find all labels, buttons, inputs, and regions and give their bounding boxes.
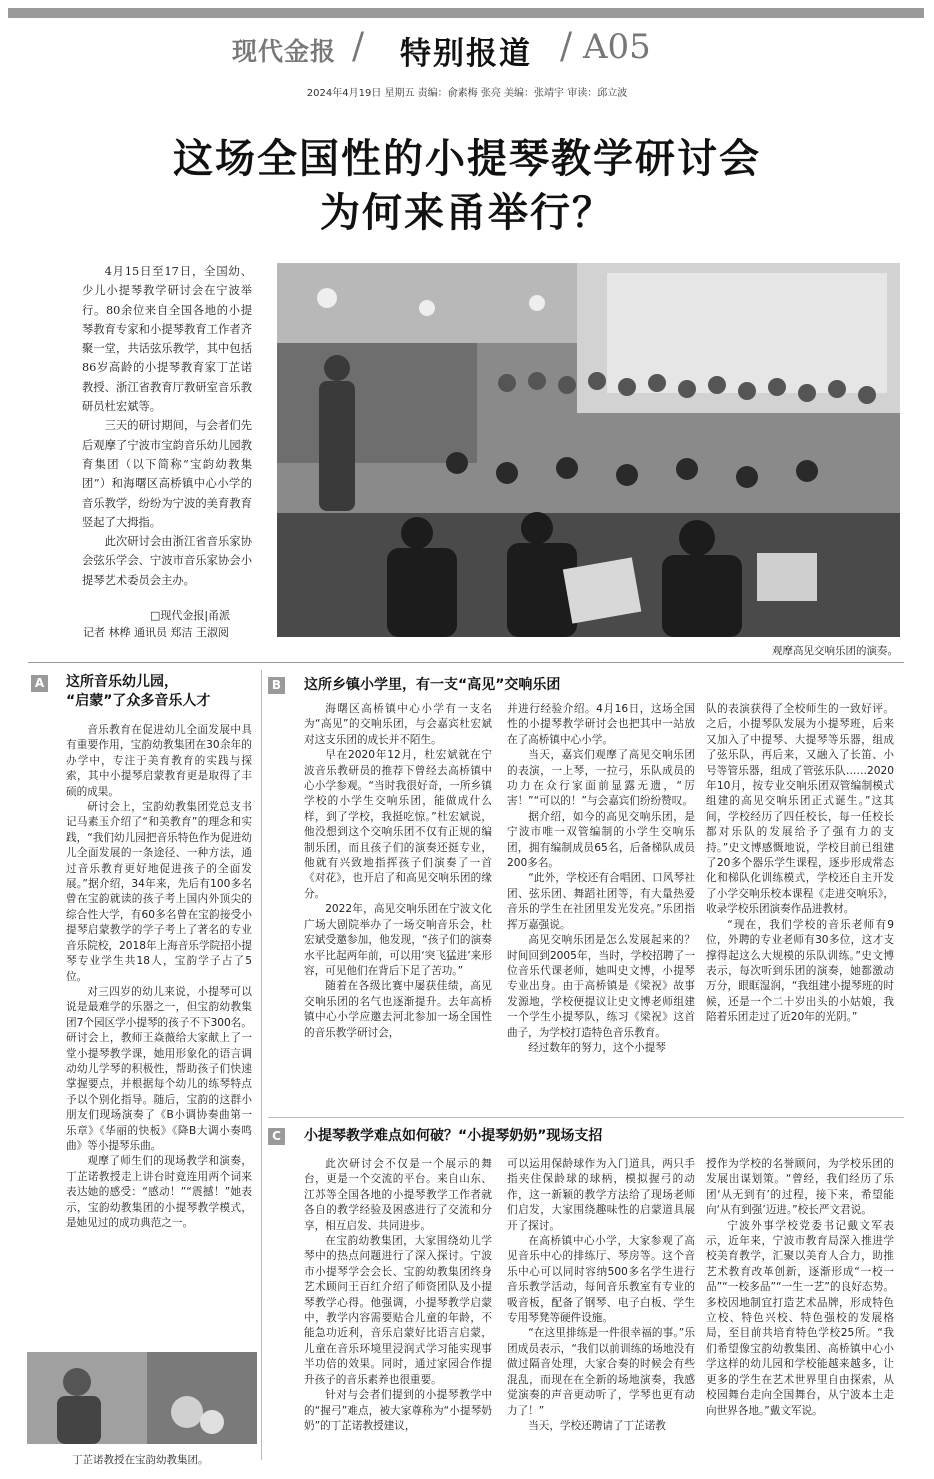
section-b-paragraph: “现在，我们学校的音乐老师有9位，外聘的专业老师有30多位，这才支撑得起这么大规模的乐队训练。”史文博表示，每次听到乐团的演奏，她都激动万分，眼眶湿润，“我组建小提琴班的时候，还是一个二十岁出头的小姑娘，我陪着乐团走过了近20年的光阴。” <box>706 918 894 1024</box>
section-a-paragraph: 观摩了师生们的现场教学和演奏，丁芷诺教授走上讲台时竟连用两个词来表达她的感受：“感动！”“震撼！”她表示，宝韵幼教集团的小提琴教学模式，是她见过的成功典范之一。 <box>66 1155 252 1229</box>
intro-column <box>82 262 252 590</box>
section-c-column-1 <box>304 1157 492 1434</box>
section-a-title-line-1: 这所音乐幼儿园， <box>66 674 178 690</box>
column-divider <box>261 670 262 1460</box>
section-b-paragraph: 2022年，高见交响乐团在宁波文化广场大剧院举办了一场交响音乐会，杜宏斌受邀参加，他发现，“孩子们的演奏水平比起两年前，可以用‘突飞猛进’来形容，可见他们在背后下足了苦功。” <box>304 903 492 977</box>
section-c-paragraph: 宁波外事学校党委书记戴文军表示，近年来，宁波市教育局深入推进学校美育教学，汇聚以美育人合力，助推艺术教育改革创新，逐渐形成“一校一品”“一校多品”“一生一艺”的良好态势。多校因地制宜打造艺术品牌，形成特色立校、特色兴校、特色强校的发展格局，至目前共培育特色学校25所。“我们希望像宝韵幼教集团、高桥镇中心小学这样的幼儿园和学校能越来越多，让更多的学生在艺术世界里自由探索，从校园舞台走向全国舞台，从宁波本土走向世界各地。”戴文军说。 <box>706 1219 894 1417</box>
section-c-paragraph: 授作为学校的名誉顾问，为学校乐团的发展出谋划策。“曾经，我们经历了乐团‘从无到有’的过程，接下来，希望能向‘从有到强’迈进。”校长严文君说。 <box>706 1158 894 1217</box>
section-c-paragraph: 可以运用保龄球作为入门道具，两只手指夹住保龄球的球柄，模拟握弓的动作，这一新颖的教学方法给了现场老师们启发，大家围绕趣味性的启蒙道具展开了探讨。 <box>507 1158 695 1232</box>
masthead <box>0 22 934 78</box>
section-b-paragraph: 海曙区高桥镇中心小学有一支名为“高见”的交响乐团，与会嘉宾杜宏斌对这支乐团的成长并不陌生。 <box>304 703 492 746</box>
section-b-paragraph: 并进行经验介绍。4月16日，这场全国性的小提琴教学研讨会也把其中一站放在了高桥镇中心小学。 <box>507 703 695 746</box>
inset-caption: 丁芷诺教授在宝韵幼教集团。 <box>72 1454 209 1466</box>
section-c-paragraph: 在宝韵幼教集团，大家围绕幼儿学琴中的热点问题进行了深入探讨。宁波市小提琴学会会长、宝韵幼教集团终身艺术顾问王百红介绍了师资团队及小提琴教学心得。他强调，小提琴教学启蒙中，教学内容需要贴合儿童的年龄，不能急功近利，音乐启蒙好比语言启蒙，儿童在音乐环境里浸润式学习能实现事半功倍的效果。同时，通过家园合作提升孩子的音乐素养也很重要。 <box>304 1235 492 1386</box>
headline <box>0 132 934 240</box>
section-b-paragraph: 高见交响乐团是怎么发展起来的？时间回到2005年，当时，学校招聘了一位音乐代课老师，她叫史文博，小提琴专业出身。由于高桥镇是《梁祝》故事发源地，学校便提议让史文博老师组建一个学生小提琴队，练习《梁祝》这首曲子，为学校打造特色音乐教育。 <box>507 934 695 1039</box>
section-title: 特别报道 <box>400 36 532 72</box>
section-a-paragraph: 研讨会上，宝韵幼教集团党总支书记马素玉介绍了“和美教育”的理念和实践，“我们幼儿园把音乐特色作为促进幼儿全面发展的一条途径、一种方法，通过音乐教育更好地促进孩子的全面发展。”据介绍，34年来，先后有100多名曾在宝韵就读的孩子考上国内外顶尖的综合性大学，有60多名曾在宝韵接受小提琴启蒙教学的学子考上了著名的专业音乐院校，2018年上海音乐学院招小提琴专业学生共18人，宝韵学子占了5位。 <box>66 801 252 983</box>
section-c-title: 小提琴教学难点如何破？“小提琴奶奶”现场支招 <box>304 1128 603 1144</box>
orchestra-photo <box>277 263 900 637</box>
intro-paragraph: 4月15日至17日，全国幼、少儿小提琴教学研讨会在宁波举行。80余位来自全国各地的小提琴教育专家和小提琴教育工作者齐聚一堂，共话弦乐教学，其中包括86岁高龄的小提琴教育家丁芷诺教授、浙江省教育厅教研室音乐教研员杜宏斌等。 <box>82 265 252 414</box>
section-b-column-1 <box>304 702 492 1041</box>
section-c-paragraph: 此次研讨会不仅是一个展示的舞台，更是一个交流的平台。来自山东、江苏等全国各地的小提琴教学工作者就各自的教学经验及困惑进行了交流和分享，相互启发、共同进步。 <box>304 1158 492 1232</box>
section-divider <box>28 662 904 663</box>
headline-line-2: 为何来甬举行？ <box>320 190 614 236</box>
masthead-divider: / <box>352 26 365 67</box>
section-b-column-3 <box>706 702 894 1026</box>
section-c-paragraph: 在高桥镇中心小学，大家参观了高见音乐中心的排练厅、琴房等。这个音乐中心可以同时容纳500多名学生进行音乐教学活动，每间音乐教室有专业的吸音板，配备了钢琴、电子白板、学生专用琴凳等硬件设施。 <box>507 1235 695 1325</box>
newspaper-brand: 现代金报 <box>232 37 337 66</box>
section-b-title: 这所乡镇小学里，有一支“高见”交响乐团 <box>304 677 561 693</box>
section-divider <box>268 1117 904 1118</box>
section-a-body <box>66 723 252 1231</box>
inset-photo <box>27 1352 257 1444</box>
source-credit: □现代金报|甬派 <box>150 609 231 622</box>
section-b-paragraph: 当天，嘉宾们观摩了高见交响乐团的表演，一上琴，一拉弓，乐队成员的功力在众行家面前显露无遗，“厉害！”“可以的！”与会嘉宾们纷纷赞叹。 <box>507 749 695 808</box>
section-c-badge: C <box>268 1128 285 1145</box>
dateline: 2024年4月19日 星期五 责编：俞素梅 张亮 美编：张靖宇 审读：邱立波 <box>306 88 628 99</box>
section-c-paragraph: “在这里排练是一件很幸福的事。”乐团成员表示，“我们以前训练的场地没有做过隔音处理，大家合奏的时候会有些混乱，而现在在全新的场地演奏，我感觉演奏的声音更动听了，学琴也更有动力了！” <box>507 1327 695 1417</box>
section-b-column-2 <box>507 702 695 1056</box>
section-a-badge: A <box>31 675 48 692</box>
page-number: A05 <box>583 27 651 67</box>
intro-paragraph: 三天的研讨期间，与会者们先后观摩了宁波市宝韵音乐幼儿园教育集团（以下简称“宝韵幼教集团”）和海曙区高桥镇中心小学的音乐教学，纷纷为宁波的美育教育竖起了大拇指。 <box>82 419 252 529</box>
section-b-paragraph: “此外，学校还有合唱团、口风琴社团、弦乐团、舞蹈社团等，有大量热爱音乐的学生在社团里发光发亮。”乐团指挥万嘉强说。 <box>507 872 695 931</box>
top-gray-bar <box>8 8 924 18</box>
section-a-paragraph: 对三四岁的幼儿来说，小提琴可以说是最难学的乐器之一，但宝韵幼教集团7个园区学小提琴的孩子不下300名。研讨会上，教师王焱薇给大家献上了一堂小提琴教学课，她用形象化的语言调动幼儿学琴的积极性，帮助孩子们快速掌握要点，并根据每个幼儿的练琴特点予以个别化指导。随后，宝韵的这群小朋友们现场演奏了《B小调协奏曲第一乐章》《华丽的快板》《降B大调小奏鸣曲》等小提琴乐曲。 <box>66 985 252 1152</box>
section-a-title <box>66 673 210 711</box>
section-b-paragraph: 队的表演获得了全校师生的一致好评。之后，小提琴队发展为小提琴班，后来又加入了中提琴、大提琴等乐器，组成了弦乐队，再后来，又融入了长笛、小号等管乐器，组成了管弦乐队……2020年10月，按专业交响乐团双管编制模式组建的高见交响乐团正式诞生。”这其间，学校经历了四任校长，每一任校长都对乐队的发展给予了强有力的支持。”史文博感慨地说，学校目前已组建了20多个器乐学生课程，逐步形成常态化和梯队化训练模式，学校还自主开发了小学交响乐校本课程《走进交响乐》，收录学校乐团演奏作品进教材。 <box>706 703 894 916</box>
headline-line-1: 这场全国性的小提琴教学研讨会 <box>173 136 761 182</box>
section-c-column-2 <box>507 1157 695 1434</box>
section-c-paragraph: 针对与会者们提到的小提琴教学中的“握弓”难点，被大家尊称为“小提琴奶奶”的丁芷诺教授建议， <box>304 1389 492 1432</box>
section-b-paragraph: 随着在各级比赛中屡获佳绩，高见交响乐团的名气也逐渐提升。去年高桥镇中心小学应邀去河北参加一场全国性的音乐教学研讨会， <box>304 980 492 1039</box>
section-b-paragraph: 经过数年的努力，这个小提琴 <box>528 1041 666 1054</box>
masthead-divider: / <box>560 26 573 67</box>
section-c-paragraph: 当天，学校还聘请了丁芷诺教 <box>528 1419 666 1432</box>
section-a-title-line-2: “启蒙”了众多音乐人才 <box>66 693 211 709</box>
intro-paragraph: 此次研讨会由浙江省音乐家协会弦乐学会、宁波市音乐家协会小提琴艺术委员会主办。 <box>82 535 252 587</box>
reporter-credit: 记者 林桦 通讯员 郑洁 王淑阅 <box>83 626 229 639</box>
section-a-paragraph: 音乐教育在促进幼儿全面发展中具有重要作用，宝韵幼教集团在30余年的办学中，专注于美育教育的实践与探索，其中小提琴启蒙教育更是取得了丰硕的成果。 <box>66 724 252 798</box>
section-b-paragraph: 据介绍，如今的高见交响乐团，是宁波市唯一双管编制的小学生交响乐团，拥有编制成员65名，后备梯队成员200多名。 <box>507 810 695 870</box>
photo-caption: 观摩高见交响乐团的演奏。 <box>772 645 898 657</box>
section-b-badge: B <box>268 677 285 694</box>
section-b-paragraph: 早在2020年12月，杜宏斌就在宁波音乐教研员的推荐下曾经去高桥镇中心小学参观。“当时我很好奇，一所乡镇学校的小学生交响乐团，能做成什么样，到了学校，我挺吃惊。”杜宏斌说，他没想到这个交响乐团不仅有正规的编制乐团，而且孩子们的演奏还挺专业，他就有兴致地指挥孩子们演奏了一首《对花》，也开启了和高见交响乐团的缘分。 <box>304 749 492 900</box>
section-c-column-3 <box>706 1157 894 1419</box>
